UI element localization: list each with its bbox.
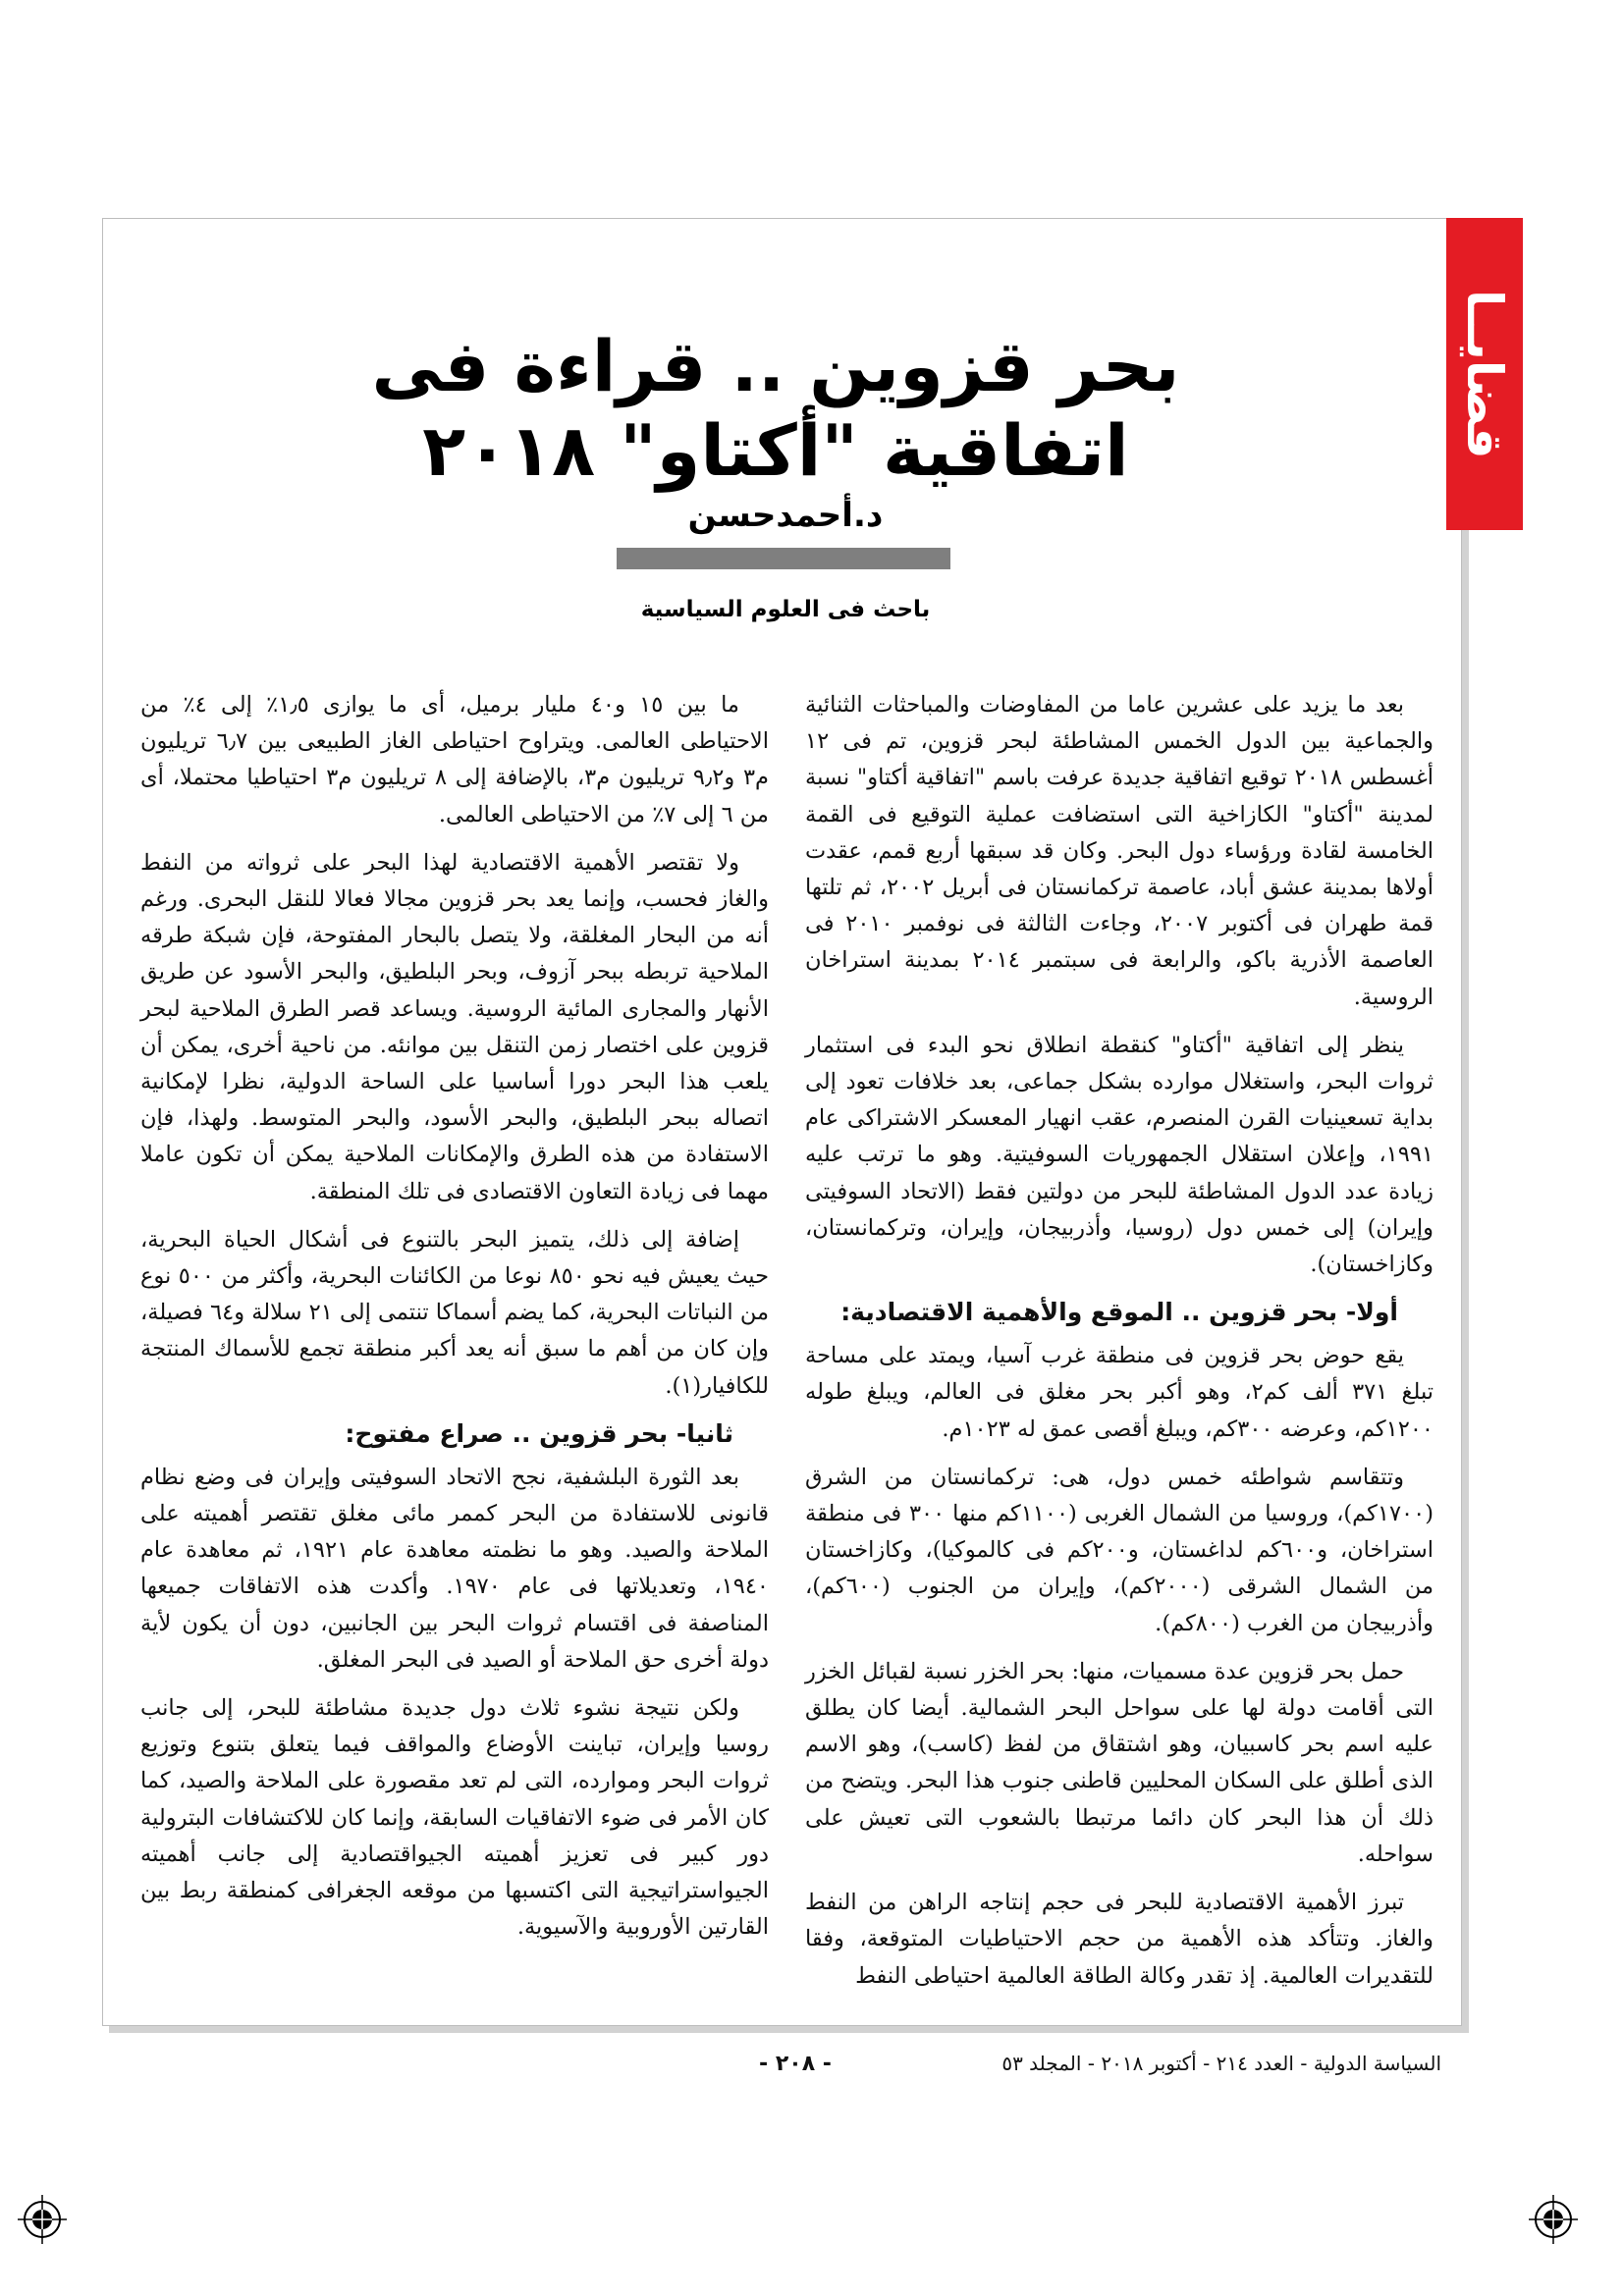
- paragraph: حمل بحر قزوين عدة مسميات، منها: بحر الخزر نسبة لقبائل الخزر التى أقامت دولة لها على سواحل البحر الشمالية. أيضا كان يطلق عليه اسم بحر كاسبيان، وهو اشتقاق من لفظ (كاسب)، وهو الاسم الذى أطلق على السكان المحليين قاطنى جنوب هذا البحر. ويتضح من ذلك أن هذا البحر كان دائما مرتبطا بالشعوب التى تعيش على سواحله.: [805, 1658, 1434, 1867]
- author-affiliation: باحث فى العلوم السياسية: [640, 597, 931, 622]
- paragraph: يقع حوض بحر قزوين فى منطقة غرب آسيا، ويمتد على مساحة تبلغ ٣٧١ ألف كم٢، وهو أكبر بحر مغلق فى العالم، ويبلغ طوله ١٢٠٠كم، وعرضه ٣٠٠كم، ويبلغ أقصى عمق له ١٠٢٣م.: [805, 1343, 1434, 1442]
- registration-mark-icon: [1529, 2195, 1578, 2244]
- registration-mark-icon: [18, 2195, 67, 2244]
- section-heading: أولا- بحر قزوين .. الموقع والأهمية الاقتصادية:: [840, 1298, 1398, 1327]
- page-number: - ٢٠٨ -: [759, 2052, 832, 2076]
- section-tab-label: قضايــا: [1456, 289, 1513, 459]
- paragraph: ولكن نتيجة نشوء ثلاث دول جديدة مشاطئة للبحر، إلى جانب روسيا وإيران، تباينت الأوضاع والمواقف فيما يتعلق بتنوع وتوزيع ثروات البحر وموارده، التى لم تعد مقصورة على الملاحة والصيد، كما كان الأمر فى ضوء الاتفاقيات السابقة، وإنما كان للاكتشافات البترولية دور كبير فى تعزيز أهميته الجيواقتصادية إلى جانب أهميته الجيواستراتيجية التى اكتسبها من موقعه الجغرافى كمنطقة ربط بين القارتين الأوروبية والآسيوية.: [140, 1695, 769, 1941]
- paragraph: وتتقاسم شواطئه خمس دول، هى: تركمانستان من الشرق (١٧٠٠كم)، وروسيا من الشمال الغربى (١١٠٠كم منها ٣٠٠ فى منطقة استراخان، و٦٠٠كم لداغستان، و٢٠٠كم فى كالموكيا)، وكازاخستان من الشمال الشرقى (٢٠٠٠كم)، وإيران من الجنوب (٦٠٠كم)، وأذربيجان من الغرب (٨٠٠كم).: [805, 1464, 1434, 1636]
- author-name: د.أحمدحسن: [687, 496, 884, 535]
- section-heading: ثانيا- بحر قزوين .. صراع مفتوح:: [345, 1418, 733, 1448]
- paragraph: ينظر إلى اتفاقية "أكتاو" كنقطة انطلاق نحو البدء فى استثمار ثروات البحر، واستغلال موارده بشكل جماعى، بعد خلافات تعود إلى بداية تسعينيات القرن المنصرم، عقب انهيار المعسكر الاشتراكى عام ١٩٩١، وإعلان استقلال الجمهوريات السوفيتية. وهو ما ترتب عليه زيادة عدد الدول المشاطئة للبحر من دولتين فقط (الاتحاد السوفيتى وإيران) إلى خمس دول (روسيا، وأذربيجان، وإيران، وتركمانستان، وكازاخستان).: [805, 1032, 1434, 1278]
- section-tab: [1446, 218, 1523, 530]
- paragraph: بعد الثورة البلشفية، نجح الاتحاد السوفيتى وإيران فى وضع نظام قانونى للاستفادة من البحر كممر مائى مغلق تقتصر أهميته على الملاحة والصيد. وهو ما نظمته معاهدة عام ١٩٢١، ثم معاهدة عام ١٩٤٠، وتعديلاتها فى عام ١٩٧٠. وأكدت هذه الاتفاقات جميعها المناصفة فى اقتسام ثروات البحر بين الجانبين، دون أن يكون لأية دولة أخرى حق الملاحة أو الصيد فى البحر المغلق.: [140, 1464, 769, 1673]
- author-divider: [617, 548, 950, 569]
- article-title: بحر قزوين .. قراءة فى اتفاقية "أكتاو" ٢٠١٨: [371, 325, 1180, 493]
- paragraph: ما بين ١٥ و٤٠ مليار برميل، أى ما يوازى ١٫٥٪ إلى ٤٪ من الاحتياطى العالمى. ويتراوح احتياطى الغاز الطبيعى بين ٦٫٧ تريليون م٣ و٩٫٢ تريليون م٣، بالإضافة إلى ٨ تريليون م٣ احتياطيا محتملا، أى من ٦ إلى ٧٪ من الاحتياطى العالمى.: [140, 692, 769, 828]
- paragraph: إضافة إلى ذلك، يتميز البحر بالتنوع فى أشكال الحياة البحرية، حيث يعيش فيه نحو ٨٥٠ نوعا من الكائنات البحرية، وأكثر من ٥٠٠ نوع من النباتات البحرية، كما يضم أسماكا تنتمى إلى ٢١ سلالة و٦٤ فصيلة، وإن كان من أهم ما سبق أنه يعد أكبر منطقة تجمع للأسماك المنتجة للكافيار(١).: [140, 1226, 770, 1399]
- journal-info: السياسة الدولية - العدد ٢١٤ - أكتوبر ٢٠١٨ - المجلد ٥٣: [1001, 2052, 1441, 2075]
- paragraph: ولا تقتصر الأهمية الاقتصادية لهذا البحر على ثرواته من النفط والغاز فحسب، وإنما يعد بحر قزوين مجالا فعالا للنقل البحرى. ورغم أنه من البحار المغلقة، ولا يتصل بالبحار المفتوحة، فإن شبكة طرقه الملاحية تربطه ببحر آزوف، وبحر البلطيق، والبحر الأسود عن طريق الأنهار والمجارى المائية الروسية. ويساعد قصر الطرق الملاحية لبحر قزوين على اختصار زمن التنقل بين موانئه. من ناحية أخرى، يمكن أن يلعب هذا البحر دورا أساسيا على الساحة الدولية، نظرا لإمكانية اتصاله ببحر البلطيق، والبحر الأسود، والبحر المتوسط. ولهذا، فإن الاستفادة من هذه الطرق والإمكانات الملاحية يمكن أن تكون عاملا مهما فى زيادة التعاون الاقتصادى فى تلك المنطقة.: [140, 849, 769, 1204]
- paragraph: تبرز الأهمية الاقتصادية للبحر فى حجم إنتاجه الراهن من النفط والغاز. وتتأكد هذه الأهمية من حجم الاحتياطيات المتوقعة، وفقا للتقديرات العالمية. إذ تقدر وكالة الطاقة العالمية احتياطى النفط: [805, 1890, 1434, 1989]
- article-column-right: [805, 687, 1434, 2006]
- paragraph: بعد ما يزيد على عشرين عاما من المفاوضات والمباحثات الثنائية والجماعية بين الدول الخمس المشاطئة لبحر قزوين، تم فى ١٢ أغسطس ٢٠١٨ توقيع اتفاقية جديدة عرفت باسم "اتفاقية أكتاو" نسبة لمدينة "أكتاو" الكازاخية التى استضافت عملية التوقيع فى القمة الخامسة لقادة ورؤساء دول البحر. وكان قد سبقها أربع قمم، عقدت أولاها بمدينة عشق أباد، عاصمة تركمانستان فى أبريل ٢٠٠٢، ثم تلتها قمة طهران فى أكتوبر ٢٠٠٧، وجاءت الثالثة فى نوفمبر ٢٠١٠ فى العاصمة الأذرية باكو، والرابعة فى سبتمبر ٢٠١٤ بمدينة استراخان الروسية.: [805, 692, 1434, 1010]
- article-column-left: [140, 687, 769, 1958]
